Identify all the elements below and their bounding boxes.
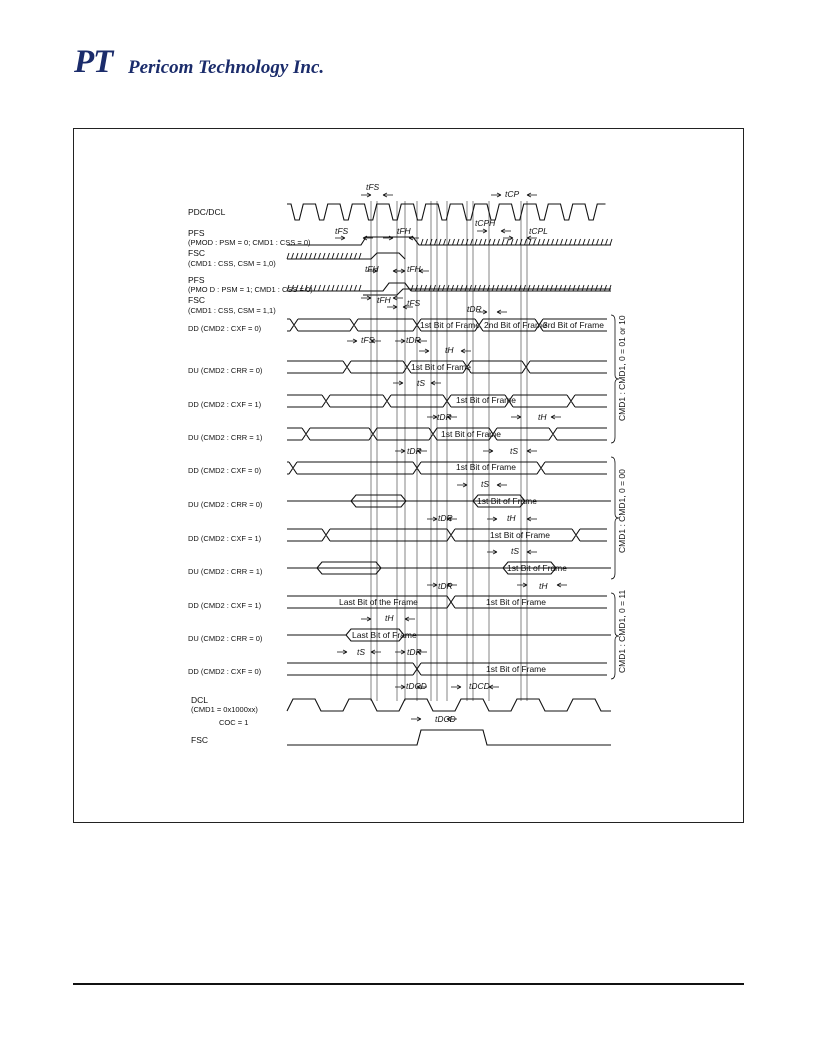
param-tdcd: tDCD bbox=[435, 714, 456, 724]
param-tdr: tDR bbox=[407, 647, 422, 657]
reference-lines bbox=[371, 201, 527, 701]
param-tcp: tCP bbox=[505, 189, 520, 199]
company-name: Pericom Technology Inc. bbox=[128, 57, 325, 78]
signal-label-du: DU (CMD2 : CRR = 1) bbox=[188, 433, 263, 442]
du-box-waveform bbox=[287, 629, 611, 641]
param-th: tH bbox=[385, 613, 394, 623]
signal-label-pfs: PFS bbox=[188, 228, 205, 238]
signal-label-pfs-mode-2: (PMO D : PSM = 1; CMD1 : CSS = 0) bbox=[188, 285, 313, 294]
frame-bit-label: 1st Bit of Frame bbox=[477, 496, 537, 506]
signal-label-du: DU (CMD2 : CRR = 0) bbox=[188, 366, 263, 375]
param-tfh: tFH bbox=[397, 226, 411, 236]
mode-label-00: CMD1 : CMD1, 0 = 00 bbox=[617, 469, 627, 553]
mode-label-11: CMD1 : CMD1, 0 = 11 bbox=[617, 589, 627, 673]
fsc-frame-sync-waveform bbox=[287, 730, 611, 745]
timing-parameter-labels bbox=[335, 182, 548, 724]
timing-diagram bbox=[74, 129, 745, 824]
signal-label-dd: DD (CMD2 : CXF = 1) bbox=[188, 534, 262, 543]
param-tdr: tDR bbox=[467, 304, 482, 314]
waveforms bbox=[287, 204, 612, 745]
param-tdcd: tDCD bbox=[469, 681, 490, 691]
param-th: tH bbox=[539, 581, 548, 591]
dcl-clock-waveform bbox=[287, 699, 611, 711]
frame-bit-label: 1st Bit of Frame bbox=[486, 664, 546, 674]
frame-bit-label: 1st Bit of Frame bbox=[456, 462, 516, 472]
frame-bit-label: 1st Bit of Frame bbox=[441, 429, 501, 439]
signal-label-fsc: FSC bbox=[188, 248, 205, 258]
signal-label-fsc-mode: (CMD1 : CSS, CSM = 1,0) bbox=[188, 259, 276, 268]
signal-label-dd: DD (CMD2 : CXF = 1) bbox=[188, 400, 262, 409]
param-tcph: tCPH bbox=[475, 218, 496, 228]
signal-label-dcl: DCL bbox=[191, 695, 209, 705]
param-tdr: tDR bbox=[407, 446, 422, 456]
logo-mark: PT bbox=[74, 44, 113, 80]
du-box-waveform bbox=[287, 495, 611, 507]
frame-bit-label: 1st Bit of Frame bbox=[486, 597, 546, 607]
frame-bit-label-last: Last Bit of the Frame bbox=[339, 597, 418, 607]
signal-label-du: DU (CMD2 : CRR = 0) bbox=[188, 634, 263, 643]
param-tfs: tFS bbox=[335, 226, 349, 236]
signal-label-dd: DD (CMD2 : CXF = 0) bbox=[188, 466, 262, 475]
signal-label-dd: DD (CMD2 : CXF = 0) bbox=[188, 667, 262, 676]
param-th: tH bbox=[507, 513, 516, 523]
company-logo bbox=[74, 44, 374, 82]
signal-label-pfs-2: PFS bbox=[188, 275, 205, 285]
signal-label-pdc-dcl: PDC/DCL bbox=[188, 207, 226, 217]
frame-bit-label: 3rd Bit of Frame bbox=[543, 320, 604, 330]
th-arrow bbox=[511, 415, 561, 419]
param-tfs: tFS bbox=[407, 298, 421, 308]
frame-bit-label-last: Last Bit of Frame bbox=[352, 630, 417, 640]
param-ts: tS bbox=[417, 378, 426, 388]
frame-bit-label: 2nd Bit of Frame bbox=[484, 320, 547, 330]
param-ts: tS bbox=[481, 479, 490, 489]
pdc-dcl-clock-waveform bbox=[287, 204, 606, 220]
pfs-hatch-after bbox=[421, 239, 612, 245]
param-tfh: tFH bbox=[365, 264, 379, 274]
param-tdr: tDR bbox=[406, 335, 421, 345]
signal-label-fsc-2: FSC bbox=[188, 295, 205, 305]
frame-bit-label: 1st Bit of Frame bbox=[507, 563, 567, 573]
fsc-pulse-waveform bbox=[363, 253, 405, 259]
frame-bit-label: 1st Bit of Frame bbox=[411, 362, 471, 372]
signal-label-fsc-mode-2: (CMD1 : CSS, CSM = 1,1) bbox=[188, 306, 276, 315]
param-tfh: tFH bbox=[377, 295, 391, 305]
param-tfs: tFS bbox=[366, 182, 380, 192]
signal-label-coc: COC = 1 bbox=[219, 718, 249, 727]
signal-label-du: DU (CMD2 : CRR = 0) bbox=[188, 500, 263, 509]
pfs2-pulse-waveform bbox=[361, 283, 411, 291]
signal-labels bbox=[188, 207, 313, 745]
param-ts: tS bbox=[357, 647, 366, 657]
param-ts: tS bbox=[510, 446, 519, 456]
footer-rule bbox=[73, 983, 744, 985]
mode-label-01-10: CMD1 : CMD1, 0 = 01 or 10 bbox=[617, 315, 627, 421]
frame-bit-label: 1st Bit of Frame bbox=[456, 395, 516, 405]
param-tcpl: tCPL bbox=[529, 226, 548, 236]
signal-label-dcl-mode: (CMD1 = 0x1000xx) bbox=[191, 705, 258, 714]
param-tdr: tDR bbox=[438, 581, 453, 591]
signal-label-fsc-3: FSC bbox=[191, 735, 208, 745]
param-th: tH bbox=[538, 412, 547, 422]
param-th: tH bbox=[445, 345, 454, 355]
signal-label-dd: DD (CMD2 : CXF = 0) bbox=[188, 324, 262, 333]
param-tfh: tFH bbox=[407, 264, 421, 274]
frame-bit-label: 1st Bit of Frame bbox=[420, 320, 480, 330]
signal-label-dd: DD (CMD2 : CXF = 1) bbox=[188, 601, 262, 610]
param-tfs: tFS bbox=[361, 335, 375, 345]
param-tdr: tDR bbox=[437, 412, 452, 422]
tcph-arrow bbox=[477, 229, 511, 233]
signal-label-pfs-mode: (PMOD : PSM = 0; CMD1 : CSS = 0) bbox=[188, 238, 311, 247]
frame-bit-label: 1st Bit of Frame bbox=[490, 530, 550, 540]
mode-brace-labels bbox=[617, 315, 627, 673]
fsc-hatch-before bbox=[287, 253, 363, 259]
param-ts: tS bbox=[511, 546, 520, 556]
param-tdcd: tDCD bbox=[406, 681, 427, 691]
tfs-arrow bbox=[361, 193, 393, 197]
pfs2-hatch-after bbox=[411, 285, 611, 291]
signal-label-du: DU (CMD2 : CRR = 1) bbox=[188, 567, 263, 576]
timing-diagram-frame bbox=[73, 128, 744, 823]
param-tdr: tDR bbox=[438, 513, 453, 523]
